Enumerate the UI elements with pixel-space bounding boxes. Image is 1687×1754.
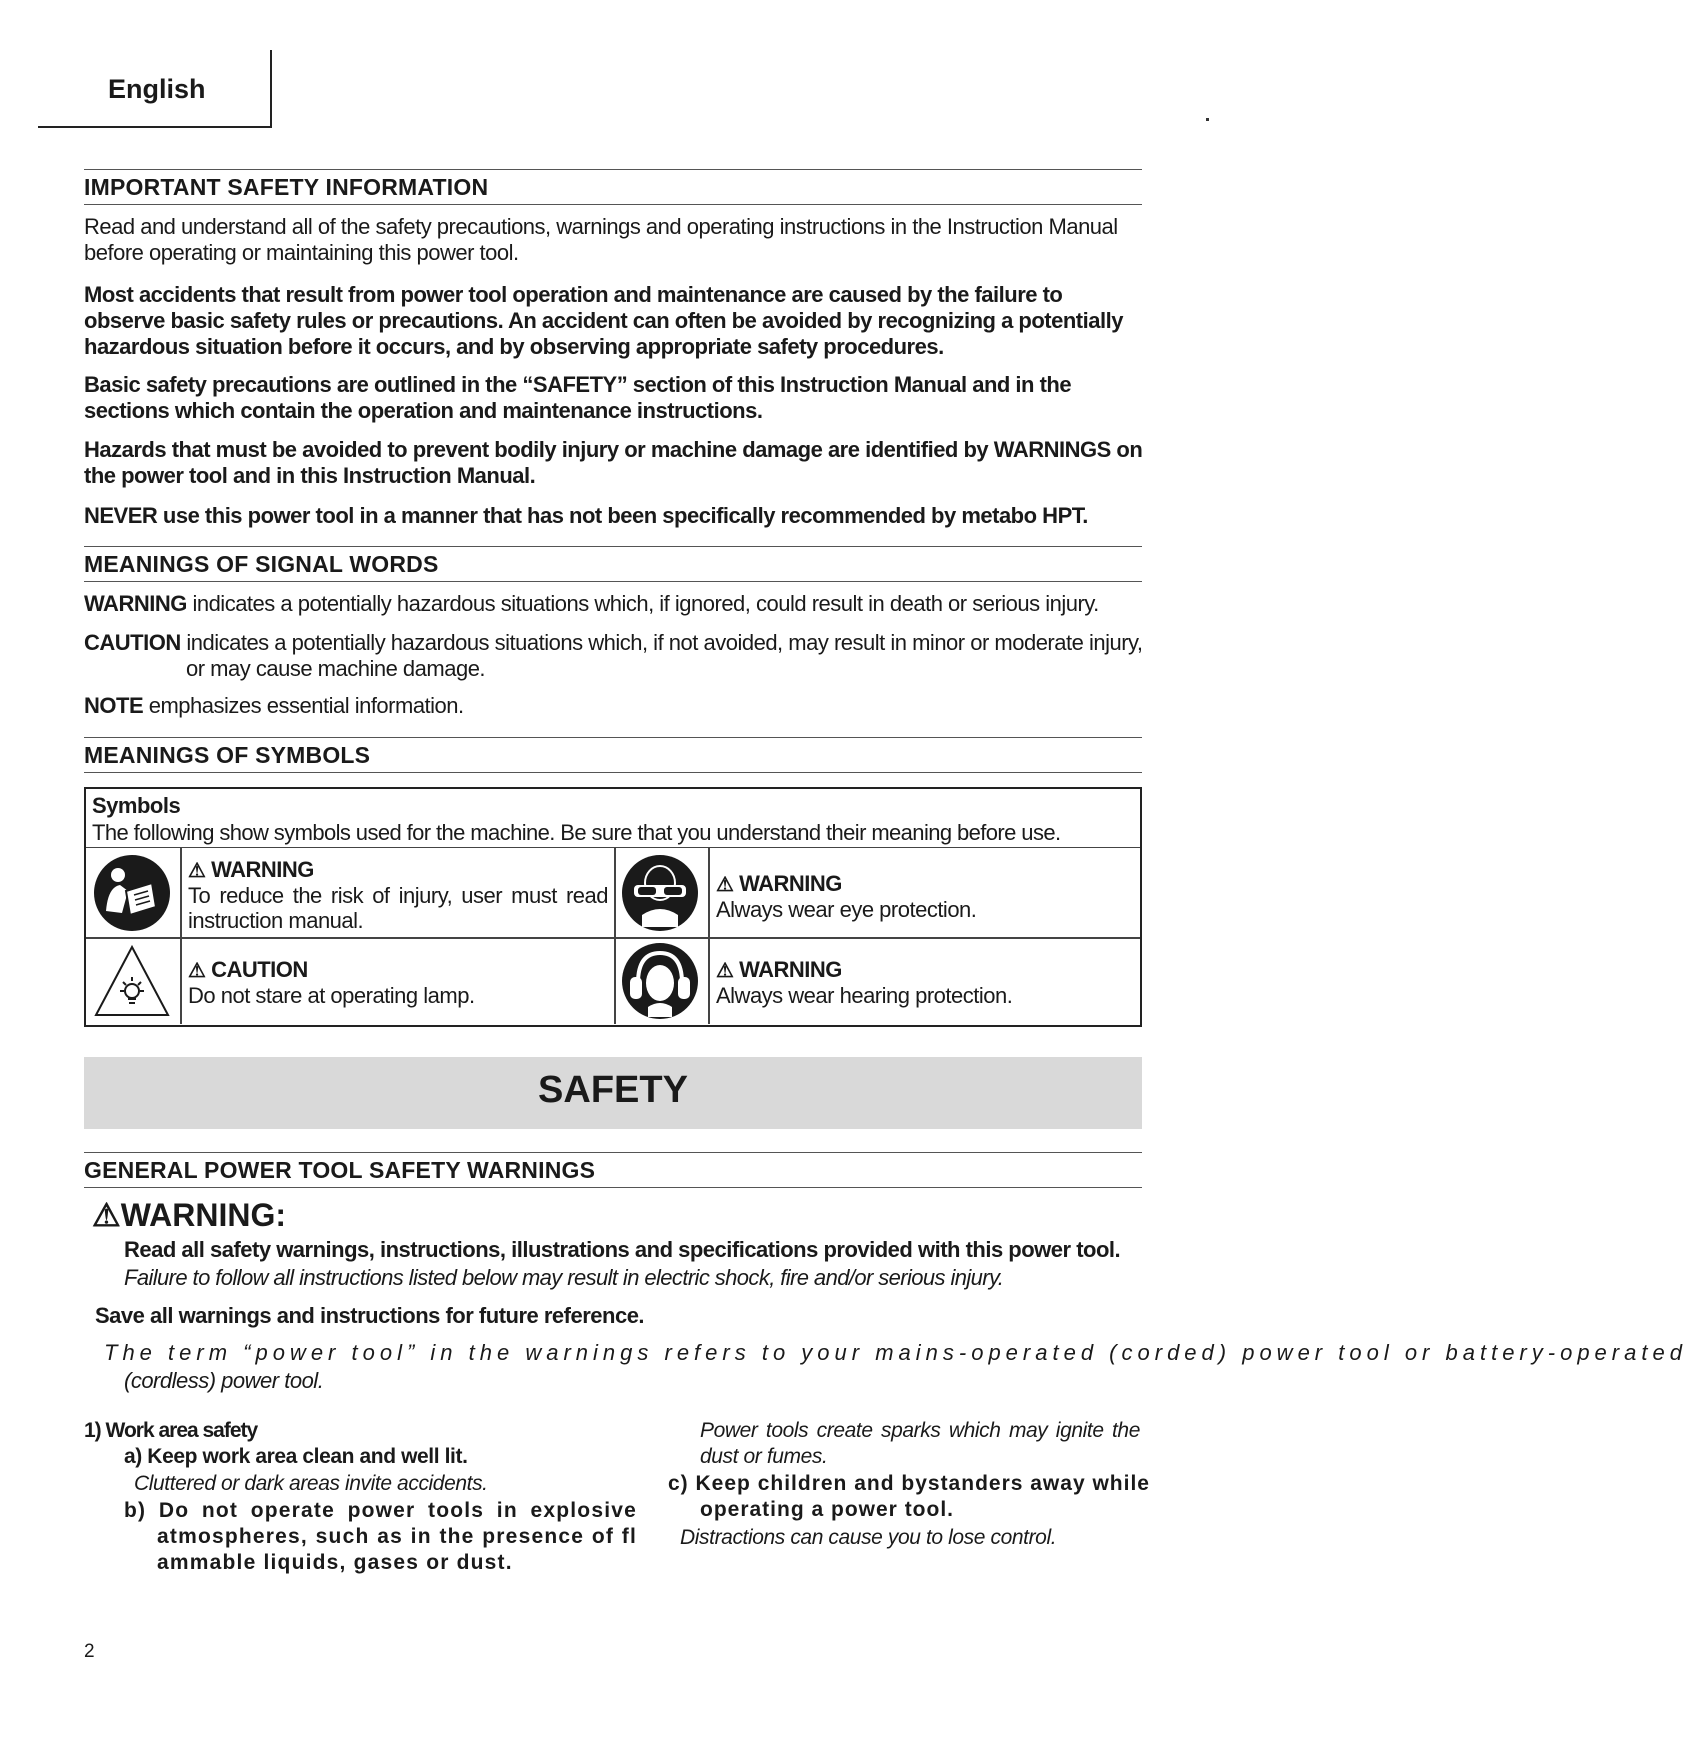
read-manual-icon (92, 853, 172, 933)
item-b-title: b) Do not operate power tools in explosive atmospheres, such as in the presence of fl ammable liquids, gases or dust. (124, 1499, 637, 1574)
item-a-text: Cluttered or dark areas invite accidents. (134, 1472, 488, 1495)
corner-dot (1206, 118, 1209, 121)
symbol-cell-2-signal: ⚠ WARNING (716, 871, 842, 896)
failure-consequence: Failure to follow all instructions listed below may result in electric shock, fire and/or serious injury. (124, 1265, 1004, 1290)
symbol-cell-3-text: Do not stare at operating lamp. (188, 983, 475, 1008)
grid-line-v1 (180, 848, 182, 1024)
signal-note-row (84, 693, 1144, 719)
signal-note-text: emphasizes essential information. (148, 693, 464, 718)
item-c-title: c) Keep children and bystanders away while operating a power tool. (668, 1472, 1150, 1521)
save-warnings: Save all warnings and instructions for future reference. (95, 1303, 645, 1328)
symbol-cell-2-text: Always wear eye protection. (716, 897, 977, 922)
important-safety-p1: Most accidents that result from power tool operation and maintenance are caused by the failure to observe basic safety rules or precautions. An accident can often be avoided by recognizing a potentially hazardous situation before it occurs, and by observing appropriate safety procedures. (84, 282, 1123, 359)
symbols-table-intro: The following show symbols used for the machine. Be sure that you understand their meaning before use. (92, 820, 1061, 845)
important-safety-p3: Hazards that must be avoided to prevent bodily injury or machine damage are identified by WARNINGS on the power tool and in this Instruction Manual. (84, 437, 1143, 488)
lamp-caution-icon (92, 941, 172, 1021)
important-safety-heading: IMPORTANT SAFETY INFORMATION (84, 169, 1142, 205)
symbol-cell-1 (188, 857, 608, 933)
read-all-warnings: Read all safety warnings, instructions, illustrations and specifications provided with this power tool. (124, 1237, 1121, 1262)
signal-warning-term: WARNING (84, 591, 187, 616)
item-b-text: Power tools create sparks which may ignite the dust or fumes. (700, 1419, 1140, 1468)
signal-words-heading: MEANINGS OF SIGNAL WORDS (84, 546, 1142, 582)
safety-title: SAFETY (538, 1069, 688, 1111)
important-safety-p4: NEVER use this power tool in a manner that has not been specifically recommended by metabo HPT. (84, 503, 1088, 528)
item-c-text: Distractions can cause you to lose control. (680, 1526, 1057, 1549)
hearing-protection-icon (620, 941, 700, 1021)
symbol-cell-1-signal: ⚠ WARNING (188, 857, 314, 882)
symbols-heading: MEANINGS OF SYMBOLS (84, 737, 1142, 773)
signal-caution-term: CAUTION (84, 630, 181, 655)
symbols-table (84, 787, 1142, 1027)
symbols-table-title: Symbols (92, 793, 181, 818)
signal-note-term: NOTE (84, 693, 144, 718)
symbol-cell-3 (188, 957, 608, 1008)
item-a-title: a) Keep work area clean and well lit. (124, 1445, 468, 1468)
warning-triangle-icon: ⚠ (92, 1197, 121, 1233)
language-label: English (108, 74, 206, 104)
symbols-table-header (86, 789, 1140, 848)
eye-protection-icon (620, 853, 700, 933)
power-tool-term-line1: The term “power tool” in the warnings refers to your mains-operated (corded) power tool or battery-operated (104, 1340, 1687, 1365)
symbol-cell-4 (716, 957, 1136, 1008)
symbol-cell-4-text: Always wear hearing protection. (716, 983, 1013, 1008)
signal-warning-text: indicates a potentially hazardous situations which, if ignored, could result in death or serious injury. (192, 591, 1099, 616)
important-safety-intro: Read and understand all of the safety precautions, warnings and operating instructions in the Instruction Manual before operating or maintaining this power tool. (84, 214, 1118, 265)
signal-caution-row (84, 630, 1144, 682)
symbol-cell-4-signal: ⚠ WARNING (716, 957, 842, 982)
signal-caution-text: indicates a potentially hazardous situations which, if not avoided, may result in minor or moderate injury, or may cause machine damage. (186, 630, 1143, 681)
power-tool-term-clip (104, 1340, 1687, 1366)
general-safety-heading: GENERAL POWER TOOL SAFETY WARNINGS (84, 1152, 1142, 1188)
symbol-cell-2 (716, 871, 1136, 922)
work-area-safety-title: 1) Work area safety (84, 1419, 258, 1442)
symbol-cell-1-text: To reduce the risk of injury, user must read instruction manual. (188, 883, 608, 933)
grid-line-v3 (708, 848, 710, 1024)
warning-label: ⚠WARNING: (92, 1197, 286, 1233)
power-tool-term-line2: (cordless) power tool. (124, 1368, 324, 1393)
safety-band (84, 1057, 1142, 1129)
important-safety-p2: Basic safety precautions are outlined in the “SAFETY” section of this Instruction Manual and in the sections which contain the operation and maintenance instructions. (84, 372, 1072, 423)
grid-line-v2 (614, 848, 616, 1024)
grid-line-h (86, 937, 1140, 939)
symbol-cell-3-signal: ⚠ CAUTION (188, 957, 308, 982)
signal-warning-row (84, 591, 1144, 617)
page-number: 2 (84, 1641, 95, 1662)
